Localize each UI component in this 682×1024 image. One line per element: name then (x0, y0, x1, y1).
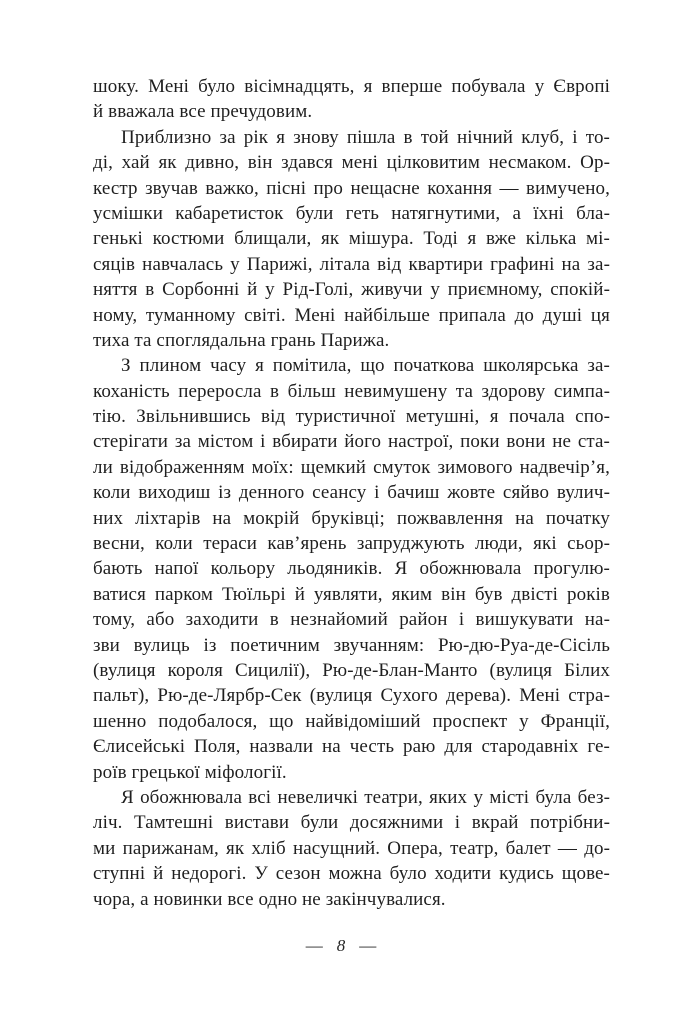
text-line: ватися парком Тюїльрі й уявляти, яким він був двісті років (93, 583, 610, 605)
text-line: ли відображенням моїх: щемкий смуток зимового надвечір’я, (93, 456, 610, 478)
text-line: ді, хай як дивно, він здався мені цілковитим несмаком. Ор- (93, 152, 610, 174)
text-line: тію. Звільнившись від туристичної метушні, я почала спо- (93, 406, 610, 428)
page-number: 8 (336, 936, 346, 955)
text-line: стерігати за містом і вбирати його настрої, поки вони не ста- (93, 431, 610, 453)
text-line: (вулиця короля Сицилії), Рю-де-Блан-Манто (вулиця Білих (93, 659, 610, 681)
text-line: сяців навчалась у Парижі, літала від квартири графині на за- (93, 253, 610, 275)
text-line: коли виходиш із денного сеансу і бачиш жовте сяйво вулич- (93, 482, 610, 504)
text-line: й вважала все пречудовим. (93, 101, 313, 123)
text-line: кестр звучав важко, пісні про нещасне кохання — вимучено, (93, 177, 610, 199)
text-line: чора, а новинки все одно не закінчувалися. (93, 888, 446, 910)
text-line: коханість переросла в більш невимушену та здорову симпа- (93, 380, 610, 402)
footer-dash-right: — (359, 936, 377, 955)
paragraph (93, 785, 610, 912)
text-line: усмішки кабаретисток були геть натягнутими, а їхні бла- (93, 202, 610, 224)
text-line: шоку. Мені було вісімнадцять, я вперше побувала у Європі (93, 76, 610, 97)
text-line: тиха та споглядальна грань Парижа. (93, 329, 390, 351)
text-line: них ліхтарів на мокрій бруківці; пожвавлення на початку (93, 507, 610, 529)
text-line: ступні й недорогі. У сезон можна було ходити кудись щове- (93, 863, 610, 885)
footer-dash-left: — (305, 936, 323, 955)
text-line: няття в Сорбонні й у Рід-Голі, живучи у приємному, спокій- (93, 279, 610, 301)
page-text-block (93, 74, 610, 912)
text-line: Я обожнювала всі невеличкі театри, яких у місті була без- (121, 786, 610, 808)
paragraph (93, 353, 610, 785)
text-line: ліч. Тамтешні вистави були досяжними і вкрай потрібни- (93, 812, 610, 834)
text-line: ми парижанам, як хліб насущний. Опера, театр, балет — до- (93, 837, 610, 859)
page-footer (0, 936, 682, 956)
text-line: весни, коли тераси кав’ярень запруджують люди, які сьор- (93, 533, 610, 555)
paragraph (93, 74, 610, 125)
text-line: шенно подобалося, що найвідоміший проспект у Франції, (93, 710, 610, 732)
text-line: пальт), Рю-де-Лярбр-Сек (вулиця Сухого дерева). Мені стра- (93, 685, 610, 707)
paragraph (93, 125, 610, 354)
text-line: роїв грецької міфології. (93, 761, 287, 783)
text-line: ному, туманному світі. Мені найбільше припала до душі ця (93, 304, 610, 326)
text-line: Приблизно за рік я знову пішла в той нічний клуб, і то- (121, 126, 610, 148)
text-line: генькі костюми блищали, як мішура. Тоді я вже кілька мі- (93, 228, 610, 250)
text-line: тому, або заходити в незнайомий район і вишукувати на- (93, 609, 610, 631)
text-line: Єлисейські Поля, назвали на честь раю для стародавніх ге- (93, 736, 610, 758)
text-line: З плином часу я помітила, що початкова школярська за- (121, 355, 610, 377)
text-line: зви вулиць із поетичним звучанням: Рю-дю-Руа-де-Сісіль (93, 634, 610, 656)
text-line: бають напої кольору льодяників. Я обожнювала прогулю- (93, 558, 610, 580)
